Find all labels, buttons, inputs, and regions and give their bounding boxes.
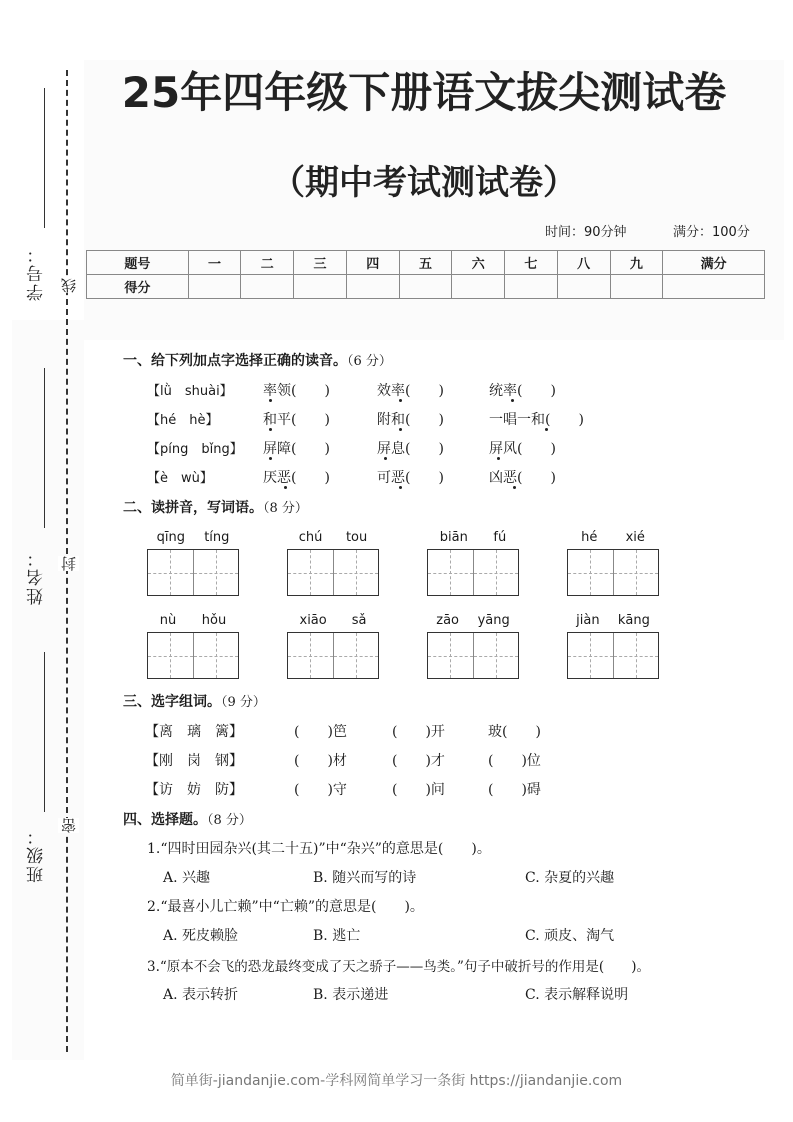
emphasis-dot [497,457,500,460]
s1-pinyin: 【hé hè】 [147,413,219,428]
emphasis-dot [511,399,514,402]
emphasis-dot [284,486,287,489]
pinyin-write-box[interactable]: nù hǒu [147,612,239,679]
pinyin-write-box[interactable]: xiāo sǎ [287,612,379,679]
s1-item: 效率( ) [377,383,444,399]
question-option[interactable]: C. 表示解释说明 [525,987,629,1003]
seal-word-line: 线 [60,278,78,293]
score-cell[interactable] [610,275,663,299]
name-blank [44,368,45,528]
score-header-cell: 六 [452,251,505,275]
s3-item: ( )笆 [294,724,347,740]
score-header-cell: 五 [399,251,452,275]
emphasis-dot [513,486,516,489]
s1-item: 统率( ) [489,383,556,399]
score-table [86,250,765,299]
score-cell[interactable] [557,275,610,299]
question-option[interactable]: A. 死皮赖脸 [163,928,239,944]
s3-item: ( )才 [392,753,445,769]
score-cell[interactable] [294,275,347,299]
s1-item: 率领( ) [263,383,330,399]
question-option[interactable]: B. 随兴而写的诗 [313,870,417,886]
section3-title: 三、选字组词。（9 分） [123,694,266,710]
score-header-cell: 满分 [663,251,765,275]
question-option[interactable]: A. 表示转折 [163,987,239,1003]
section1-title: 一、给下列加点字选择正确的读音。（6 分） [123,353,392,369]
emphasis-dot [399,486,402,489]
score-header-cell: 题号 [87,251,189,275]
s3-item: ( )守 [294,782,347,798]
s3-item: ( )位 [488,753,541,769]
s1-item: 一唱一和( ) [489,412,584,428]
score-row-label: 得分 [87,275,189,299]
question-stem: 3.“原本不会飞的恐龙最终变成了天之骄子——鸟类。”句子中破折号的作用是( )。 [147,959,650,975]
score-cell[interactable] [452,275,505,299]
score-table-score-row [87,275,765,299]
footer-watermark: 简单街-jiandanjie.com-学科网简单学习一条街 https://jiandanjie.com [170,1073,623,1089]
score-cell[interactable] [346,275,399,299]
score-header-cell: 一 [188,251,241,275]
question-stem: 2.“最喜小儿亡赖”中“亡赖”的意思是( )。 [147,899,424,915]
question-option[interactable]: B. 表示递进 [313,987,389,1003]
pinyin-write-box[interactable]: qīng tíng [147,529,239,596]
pinyin-write-box[interactable]: chú tou [287,529,379,596]
question-option[interactable]: C. 顽皮、淘气 [525,928,615,944]
question-option[interactable]: C. 杂夏的兴趣 [525,870,615,886]
page-subtitle: （期中考试测试卷） [271,163,577,203]
binding-background [12,320,84,1060]
emphasis-dot [269,428,272,431]
score-header-cell: 八 [557,251,610,275]
score-header-cell: 七 [505,251,558,275]
s3-item: 玻( ) [488,724,541,740]
exam-time: 时间：90分钟 [545,225,627,240]
seal-word-seal: 封 [60,556,78,571]
score-cell[interactable] [188,275,241,299]
section2-title: 二、读拼音，写词语。（8 分） [123,500,308,516]
pinyin-write-box[interactable]: jiàn kāng [567,612,659,679]
emphasis-dot [269,399,272,402]
score-header-cell: 二 [241,251,294,275]
s3-char-group: 【访 妨 防】 [145,782,243,798]
pinyin-write-box[interactable]: zāo yāng [427,612,519,679]
question-stem: 1.“四时田园杂兴(其二十五)”中“杂兴”的意思是( )。 [147,841,491,857]
emphasis-dot [269,457,272,460]
s1-item: 凶恶( ) [489,470,556,486]
s1-item: 厌恶( ) [263,470,330,486]
s1-pinyin: 【lǜ shuài】 [147,384,233,399]
score-header-cell: 九 [610,251,663,275]
emphasis-dot [399,399,402,402]
name-label: 姓名： [27,548,47,605]
score-header-cell: 四 [346,251,399,275]
score-cell[interactable] [663,275,765,299]
question-option[interactable]: B. 逃亡 [313,928,361,944]
score-cell[interactable] [399,275,452,299]
score-cell[interactable] [505,275,558,299]
exam-full-score: 满分：100分 [673,225,750,240]
s1-pinyin: 【è wù】 [147,471,213,486]
s1-item: 可恶( ) [377,470,444,486]
pinyin-write-box[interactable]: hé xié [567,529,659,596]
class-label: 班级： [27,826,47,883]
s1-item: 和平( ) [263,412,330,428]
s3-item: ( )材 [294,753,347,769]
class-blank [44,652,45,812]
student-id-label: 学号： [27,244,47,301]
s3-char-group: 【离 璃 篱】 [145,724,243,740]
s3-char-group: 【刚 岗 钢】 [145,753,243,769]
section4-title: 四、选择题。（8 分） [123,812,252,828]
seal-word-secret: 密 [60,818,78,833]
s3-item: ( )开 [392,724,445,740]
score-header-cell: 三 [294,251,347,275]
s1-item: 屏息( ) [377,441,444,457]
s1-item: 屏风( ) [489,441,556,457]
s1-item: 附和( ) [377,412,444,428]
emphasis-dot [545,428,548,431]
student-id-blank [44,88,45,228]
s1-pinyin: 【píng bǐng】 [147,442,243,457]
page-title: 25年四年级下册语文拔尖测试卷 [121,68,727,117]
s3-item: ( )碍 [488,782,541,798]
emphasis-dot [384,457,387,460]
question-option[interactable]: A. 兴趣 [163,870,211,886]
score-table-header-row [87,251,765,275]
s3-item: ( )问 [392,782,445,798]
pinyin-write-box[interactable]: biān fú [427,529,519,596]
s1-item: 屏障( ) [263,441,330,457]
score-cell[interactable] [241,275,294,299]
emphasis-dot [399,428,402,431]
